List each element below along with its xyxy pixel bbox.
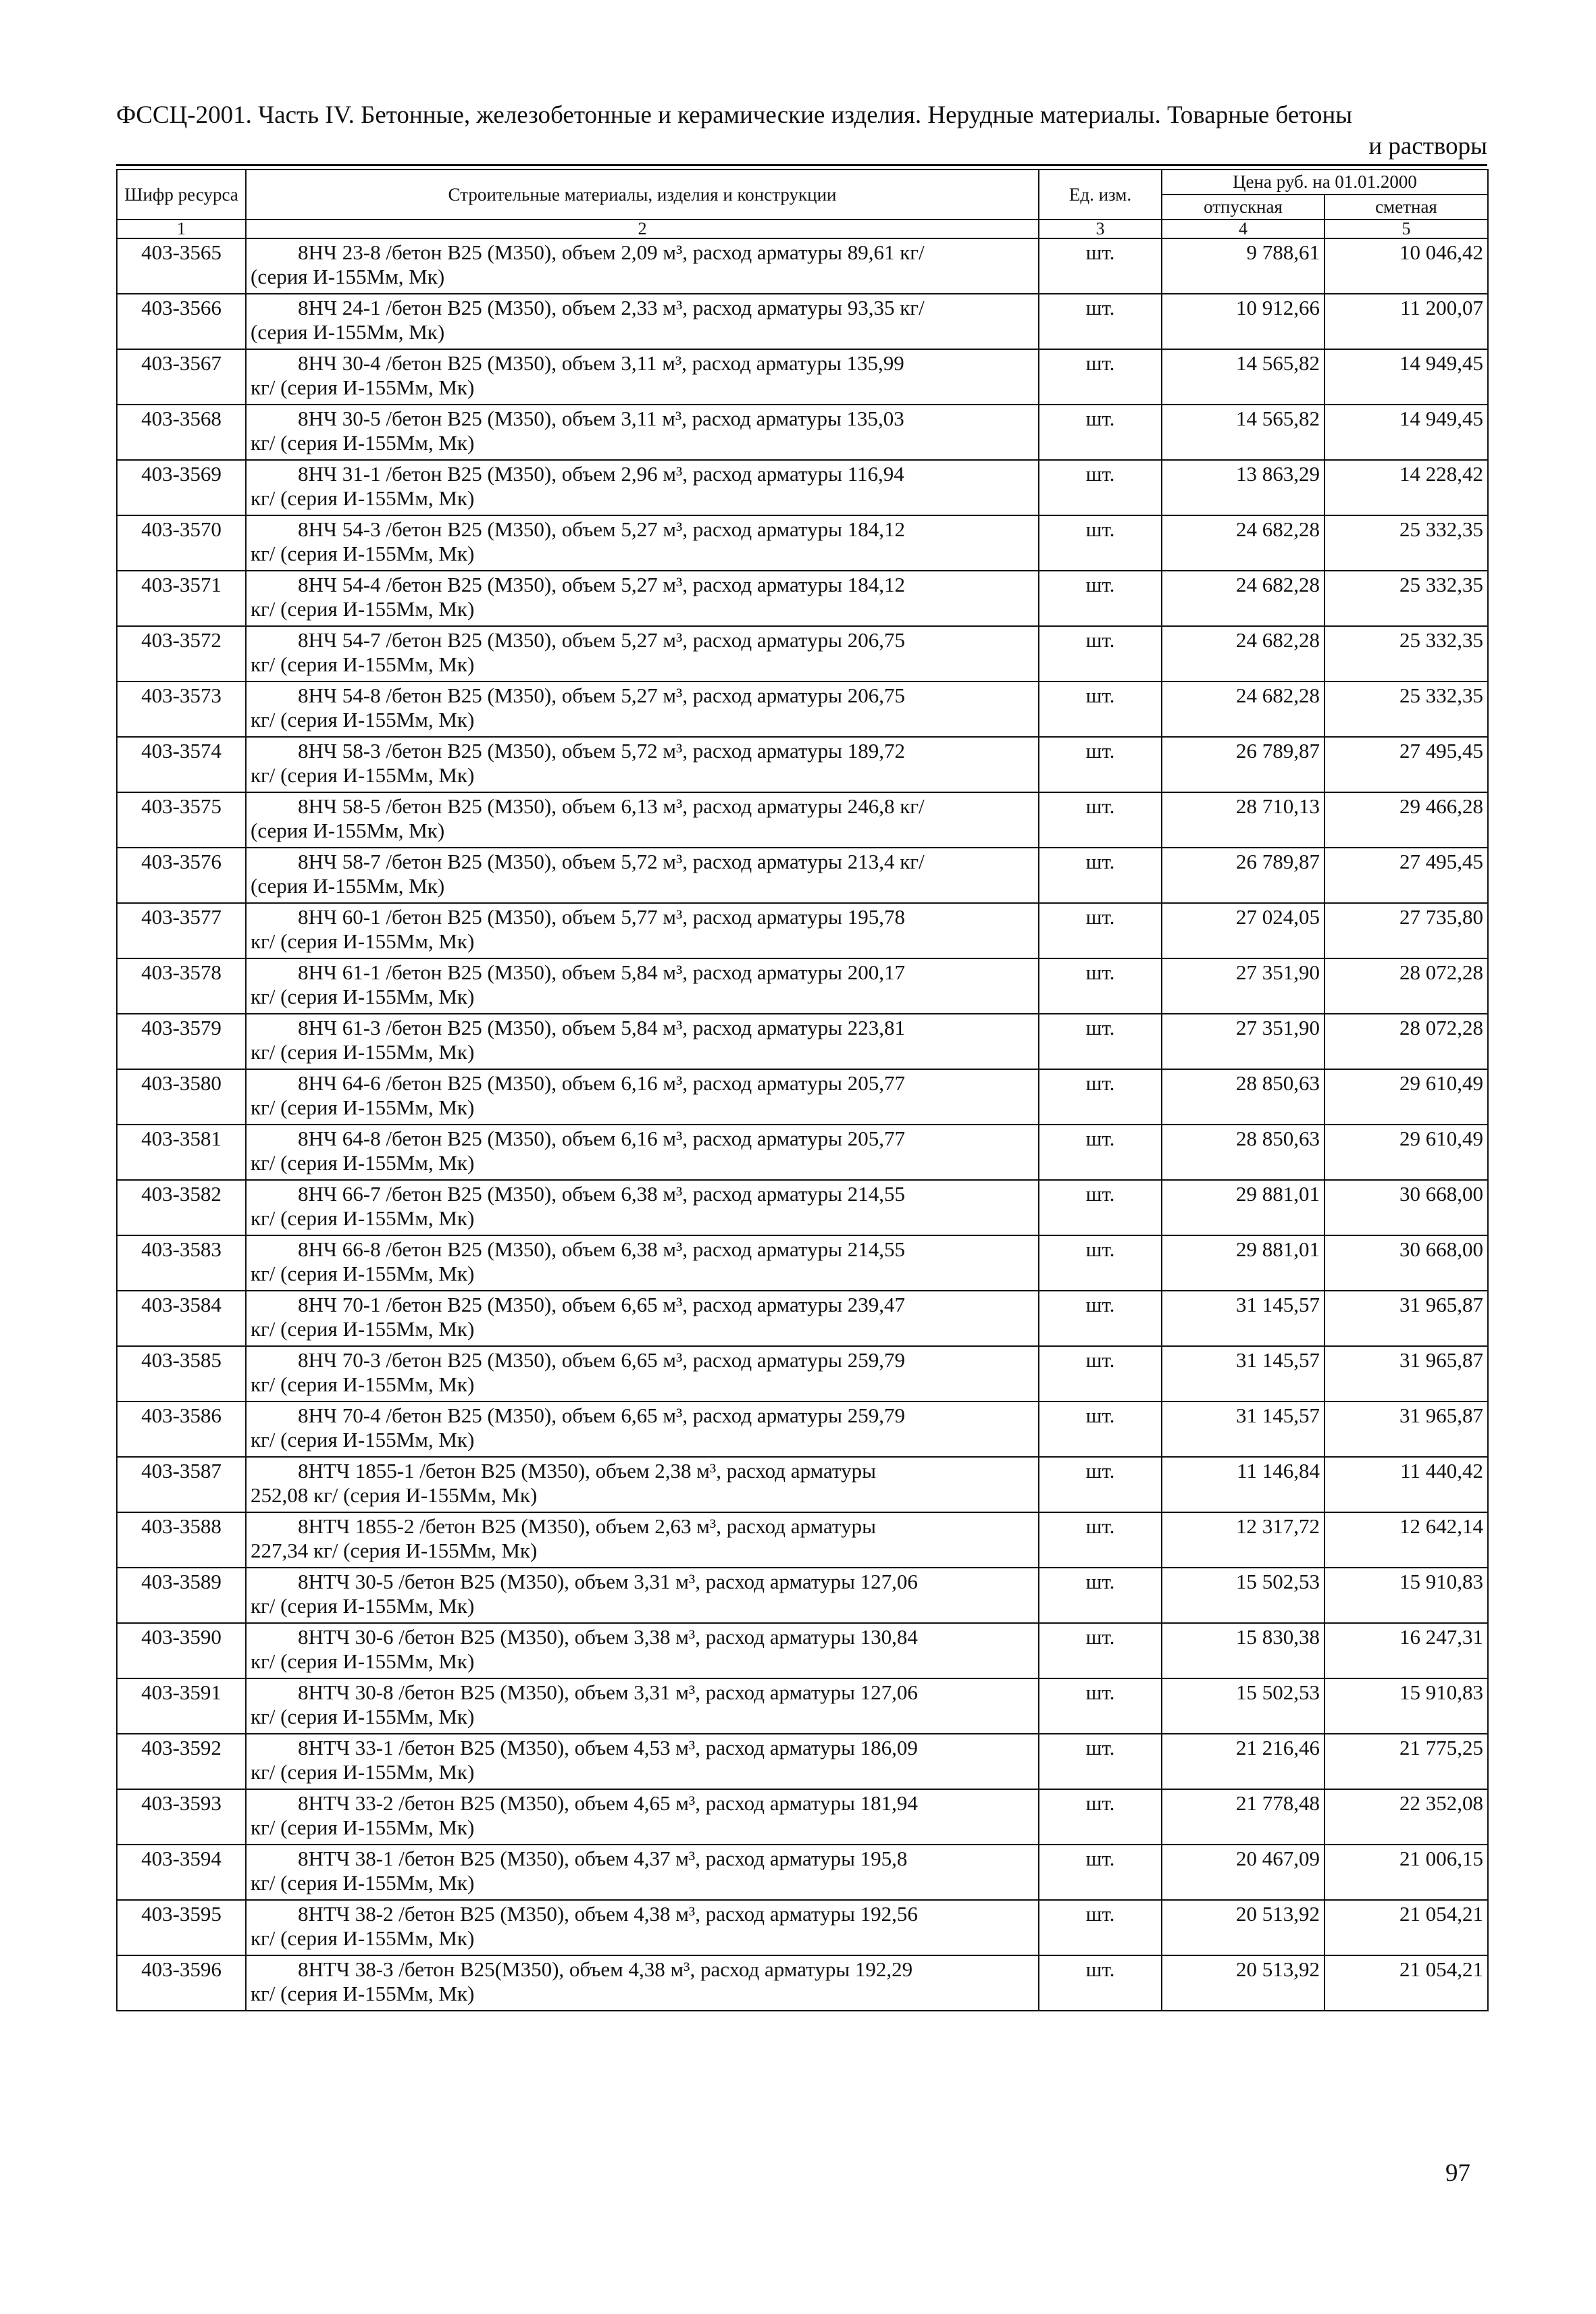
header-rule bbox=[116, 164, 1487, 166]
item-description-line: кг/ (серия И-155Мм, Мк) bbox=[251, 376, 475, 399]
estimate-price: 29 466,28 bbox=[1324, 792, 1488, 848]
estimate-price: 22 352,08 bbox=[1324, 1789, 1488, 1845]
item-description-line: 8НТЧ 30-6 /бетон В25 (М350), объем 3,38 м³, расход арматуры 130,84 bbox=[298, 1625, 918, 1649]
page-number: 97 bbox=[1445, 2159, 1470, 2187]
estimate-price: 21 054,21 bbox=[1324, 1900, 1488, 1955]
release-price: 9 788,61 bbox=[1162, 238, 1324, 294]
item-description-line: 8НЧ 70-4 /бетон В25 (М350), объем 6,65 м³, расход арматуры 259,79 bbox=[298, 1404, 905, 1427]
item-description-line: 8НЧ 60-1 /бетон В25 (М350), объем 5,77 м³, расход арматуры 195,78 bbox=[298, 905, 905, 929]
release-price: 27 351,90 bbox=[1162, 958, 1324, 1014]
item-description-line: 8НЧ 23-8 /бетон В25 (М350), объем 2,09 м³, расход арматуры 89,61 кг/ bbox=[298, 240, 925, 264]
item-description-line: 227,34 кг/ (серия И-155Мм, Мк) bbox=[251, 1539, 538, 1562]
table-row bbox=[117, 848, 1488, 903]
estimate-price: 27 495,45 bbox=[1324, 848, 1488, 903]
release-price: 20 513,92 bbox=[1162, 1900, 1324, 1955]
item-description-line: кг/ (серия И-155Мм, Мк) bbox=[251, 431, 475, 455]
release-price: 14 565,82 bbox=[1162, 405, 1324, 460]
item-description-line: 8НТЧ 38-1 /бетон В25 (М350), объем 4,37 м³, расход арматуры 195,8 bbox=[298, 1847, 908, 1870]
estimate-price: 14 228,42 bbox=[1324, 460, 1488, 515]
item-description bbox=[246, 1955, 1039, 2011]
table-row bbox=[117, 1125, 1488, 1180]
estimate-price: 14 949,45 bbox=[1324, 405, 1488, 460]
unit: шт. bbox=[1039, 1014, 1162, 1069]
unit: шт. bbox=[1039, 792, 1162, 848]
item-description-line: кг/ (серия И-155Мм, Мк) bbox=[251, 652, 475, 676]
resource-code: 403-3572 bbox=[117, 626, 246, 682]
item-description-line: 8НЧ 70-3 /бетон В25 (М350), объем 6,65 м³, расход арматуры 259,79 bbox=[298, 1348, 905, 1372]
table-row bbox=[117, 294, 1488, 349]
table-row bbox=[117, 1346, 1488, 1402]
item-description bbox=[246, 626, 1039, 682]
release-price: 31 145,57 bbox=[1162, 1291, 1324, 1346]
estimate-price: 29 610,49 bbox=[1324, 1125, 1488, 1180]
table-row bbox=[117, 737, 1488, 792]
table-row bbox=[117, 238, 1488, 294]
item-description bbox=[246, 737, 1039, 792]
release-price: 31 145,57 bbox=[1162, 1346, 1324, 1402]
unit: шт. bbox=[1039, 903, 1162, 958]
table-row bbox=[117, 682, 1488, 737]
item-description bbox=[246, 903, 1039, 958]
table-row bbox=[117, 1955, 1488, 2011]
item-description-line: 8НЧ 66-7 /бетон В25 (М350), объем 6,38 м³, расход арматуры 214,55 bbox=[298, 1182, 905, 1206]
item-description-line: кг/ (серия И-155Мм, Мк) bbox=[251, 929, 475, 953]
item-description-line: 8НЧ 30-5 /бетон В25 (М350), объем 3,11 м³, расход арматуры 135,03 bbox=[298, 407, 904, 430]
resource-code: 403-3591 bbox=[117, 1678, 246, 1734]
unit: шт. bbox=[1039, 626, 1162, 682]
release-price: 15 502,53 bbox=[1162, 1678, 1324, 1734]
estimate-price: 21 054,21 bbox=[1324, 1955, 1488, 2011]
unit: шт. bbox=[1039, 515, 1162, 571]
col-number-2: 2 bbox=[246, 220, 1039, 238]
item-description bbox=[246, 1900, 1039, 1955]
page-header bbox=[116, 100, 1487, 162]
unit: шт. bbox=[1039, 460, 1162, 515]
resource-code: 403-3581 bbox=[117, 1125, 246, 1180]
item-description-line: кг/ (серия И-155Мм, Мк) bbox=[251, 1040, 475, 1064]
release-price: 31 145,57 bbox=[1162, 1402, 1324, 1457]
estimate-price: 12 642,14 bbox=[1324, 1512, 1488, 1568]
resource-code: 403-3580 bbox=[117, 1069, 246, 1125]
estimate-price: 31 965,87 bbox=[1324, 1346, 1488, 1402]
unit: шт. bbox=[1039, 349, 1162, 405]
col-number-4: 4 bbox=[1162, 220, 1324, 238]
unit: шт. bbox=[1039, 1069, 1162, 1125]
item-description-line: 8НЧ 54-3 /бетон В25 (М350), объем 5,27 м³, расход арматуры 184,12 bbox=[298, 517, 905, 541]
estimate-price: 10 046,42 bbox=[1324, 238, 1488, 294]
item-description-line: кг/ (серия И-155Мм, Мк) bbox=[251, 763, 475, 787]
release-price: 26 789,87 bbox=[1162, 737, 1324, 792]
table-row bbox=[117, 792, 1488, 848]
resource-code: 403-3586 bbox=[117, 1402, 246, 1457]
estimate-price: 27 735,80 bbox=[1324, 903, 1488, 958]
item-description-line: кг/ (серия И-155Мм, Мк) bbox=[251, 597, 475, 621]
item-description bbox=[246, 294, 1039, 349]
estimate-price: 25 332,35 bbox=[1324, 571, 1488, 626]
estimate-price: 11 200,07 bbox=[1324, 294, 1488, 349]
unit: шт. bbox=[1039, 294, 1162, 349]
col-number-1: 1 bbox=[117, 220, 246, 238]
unit: шт. bbox=[1039, 1402, 1162, 1457]
estimate-price: 11 440,42 bbox=[1324, 1457, 1488, 1512]
item-description-line: кг/ (серия И-155Мм, Мк) bbox=[251, 1816, 475, 1839]
resource-code: 403-3585 bbox=[117, 1346, 246, 1402]
estimate-price: 16 247,31 bbox=[1324, 1623, 1488, 1678]
item-description-line: 8НТЧ 38-3 /бетон В25(М350), объем 4,38 м³, расход арматуры 192,29 bbox=[298, 1957, 913, 1981]
item-description-line: кг/ (серия И-155Мм, Мк) bbox=[251, 1649, 475, 1673]
item-description-line: кг/ (серия И-155Мм, Мк) bbox=[251, 1428, 475, 1451]
item-description-line: кг/ (серия И-155Мм, Мк) bbox=[251, 486, 475, 510]
unit: шт. bbox=[1039, 1678, 1162, 1734]
resource-code: 403-3583 bbox=[117, 1235, 246, 1291]
resource-code: 403-3576 bbox=[117, 848, 246, 903]
resource-code: 403-3577 bbox=[117, 903, 246, 958]
item-description bbox=[246, 405, 1039, 460]
release-price: 28 850,63 bbox=[1162, 1125, 1324, 1180]
table-row bbox=[117, 1014, 1488, 1069]
item-description-line: 8НЧ 64-6 /бетон В25 (М350), объем 6,16 м³, расход арматуры 205,77 bbox=[298, 1071, 905, 1095]
estimate-price: 25 332,35 bbox=[1324, 682, 1488, 737]
resource-code: 403-3587 bbox=[117, 1457, 246, 1512]
table-row bbox=[117, 903, 1488, 958]
unit: шт. bbox=[1039, 238, 1162, 294]
item-description-line: (серия И-155Мм, Мк) bbox=[251, 819, 445, 842]
release-price: 29 881,01 bbox=[1162, 1180, 1324, 1235]
unit: шт. bbox=[1039, 1623, 1162, 1678]
item-description-line: 8НЧ 58-3 /бетон В25 (М350), объем 5,72 м³, расход арматуры 189,72 bbox=[298, 739, 905, 763]
item-description bbox=[246, 792, 1039, 848]
unit: шт. bbox=[1039, 1900, 1162, 1955]
table-row bbox=[117, 1623, 1488, 1678]
resource-code: 403-3571 bbox=[117, 571, 246, 626]
table-row bbox=[117, 571, 1488, 626]
release-price: 29 881,01 bbox=[1162, 1235, 1324, 1291]
item-description-line: кг/ (серия И-155Мм, Мк) bbox=[251, 1262, 475, 1285]
table-row bbox=[117, 1235, 1488, 1291]
item-description bbox=[246, 349, 1039, 405]
table-row bbox=[117, 1568, 1488, 1623]
table-row bbox=[117, 1402, 1488, 1457]
item-description bbox=[246, 1845, 1039, 1900]
table-row bbox=[117, 349, 1488, 405]
item-description-line: 8НЧ 61-3 /бетон В25 (М350), объем 5,84 м³, расход арматуры 223,81 bbox=[298, 1016, 905, 1039]
item-description-line: 8НЧ 58-5 /бетон В25 (М350), объем 6,13 м³, расход арматуры 246,8 кг/ bbox=[298, 794, 925, 818]
estimate-price: 29 610,49 bbox=[1324, 1069, 1488, 1125]
item-description-line: 8НЧ 64-8 /бетон В25 (М350), объем 6,16 м³, расход арматуры 205,77 bbox=[298, 1127, 905, 1150]
item-description bbox=[246, 1734, 1039, 1789]
item-description-line: 8НТЧ 30-8 /бетон В25 (М350), объем 3,31 м³, расход арматуры 127,06 bbox=[298, 1680, 918, 1704]
estimate-price: 30 668,00 bbox=[1324, 1180, 1488, 1235]
item-description-line: 8НТЧ 33-1 /бетон В25 (М350), объем 4,53 м³, расход арматуры 186,09 bbox=[298, 1736, 918, 1759]
item-description-line: 8НЧ 70-1 /бетон В25 (М350), объем 6,65 м³, расход арматуры 239,47 bbox=[298, 1293, 905, 1316]
resource-code: 403-3584 bbox=[117, 1291, 246, 1346]
item-description-line: 8НЧ 24-1 /бетон В25 (М350), объем 2,33 м³, расход арматуры 93,35 кг/ bbox=[298, 296, 925, 319]
unit: шт. bbox=[1039, 405, 1162, 460]
unit: шт. bbox=[1039, 958, 1162, 1014]
resource-code: 403-3595 bbox=[117, 1900, 246, 1955]
item-description-line: кг/ (серия И-155Мм, Мк) bbox=[251, 1982, 475, 2005]
resource-code: 403-3593 bbox=[117, 1789, 246, 1845]
resource-code: 403-3592 bbox=[117, 1734, 246, 1789]
unit: шт. bbox=[1039, 1291, 1162, 1346]
release-price: 15 502,53 bbox=[1162, 1568, 1324, 1623]
table-row bbox=[117, 460, 1488, 515]
resource-code: 403-3589 bbox=[117, 1568, 246, 1623]
table-row bbox=[117, 405, 1488, 460]
item-description bbox=[246, 1789, 1039, 1845]
item-description bbox=[246, 460, 1039, 515]
release-price: 24 682,28 bbox=[1162, 682, 1324, 737]
unit: шт. bbox=[1039, 1512, 1162, 1568]
item-description-line: 8НТЧ 1855-2 /бетон В25 (М350), объем 2,63 м³, расход арматуры bbox=[298, 1514, 876, 1538]
estimate-price: 31 965,87 bbox=[1324, 1291, 1488, 1346]
estimate-price: 28 072,28 bbox=[1324, 958, 1488, 1014]
release-price: 13 863,29 bbox=[1162, 460, 1324, 515]
unit: шт. bbox=[1039, 1180, 1162, 1235]
unit: шт. bbox=[1039, 848, 1162, 903]
item-description-line: 8НЧ 61-1 /бетон В25 (М350), объем 5,84 м³, расход арматуры 200,17 bbox=[298, 960, 905, 984]
item-description-line: 8НЧ 54-4 /бетон В25 (М350), объем 5,27 м³, расход арматуры 184,12 bbox=[298, 573, 905, 596]
estimate-price: 25 332,35 bbox=[1324, 626, 1488, 682]
item-description-line: 8НТЧ 30-5 /бетон В25 (М350), объем 3,31 м³, расход арматуры 127,06 bbox=[298, 1570, 918, 1593]
item-description-line: 8НЧ 66-8 /бетон В25 (М350), объем 6,38 м³, расход арматуры 214,55 bbox=[298, 1237, 905, 1261]
resource-code: 403-3596 bbox=[117, 1955, 246, 2011]
item-description-line: (серия И-155Мм, Мк) bbox=[251, 320, 445, 344]
release-price: 12 317,72 bbox=[1162, 1512, 1324, 1568]
resource-code: 403-3573 bbox=[117, 682, 246, 737]
unit: шт. bbox=[1039, 571, 1162, 626]
item-description-line: 8НЧ 58-7 /бетон В25 (М350), объем 5,72 м³, расход арматуры 213,4 кг/ bbox=[298, 850, 925, 873]
item-description bbox=[246, 1678, 1039, 1734]
item-description-line: кг/ (серия И-155Мм, Мк) bbox=[251, 542, 475, 565]
release-price: 11 146,84 bbox=[1162, 1457, 1324, 1512]
estimate-price: 30 668,00 bbox=[1324, 1235, 1488, 1291]
resource-code: 403-3565 bbox=[117, 238, 246, 294]
item-description bbox=[246, 682, 1039, 737]
item-description bbox=[246, 1346, 1039, 1402]
item-description-line: кг/ (серия И-155Мм, Мк) bbox=[251, 1317, 475, 1341]
release-price: 28 850,63 bbox=[1162, 1069, 1324, 1125]
item-description-line: кг/ (серия И-155Мм, Мк) bbox=[251, 1760, 475, 1784]
release-price: 24 682,28 bbox=[1162, 515, 1324, 571]
unit: шт. bbox=[1039, 1568, 1162, 1623]
estimate-price: 15 910,83 bbox=[1324, 1568, 1488, 1623]
item-description-line: 8НТЧ 38-2 /бетон В25 (М350), объем 4,38 м³, расход арматуры 192,56 bbox=[298, 1902, 918, 1926]
item-description-line: 8НЧ 54-7 /бетон В25 (М350), объем 5,27 м³, расход арматуры 206,75 bbox=[298, 628, 905, 652]
item-description-line: кг/ (серия И-155Мм, Мк) bbox=[251, 1151, 475, 1175]
item-description-line: кг/ (серия И-155Мм, Мк) bbox=[251, 1594, 475, 1618]
item-description-line: (серия И-155Мм, Мк) bbox=[251, 265, 445, 288]
release-price: 20 467,09 bbox=[1162, 1845, 1324, 1900]
col-header-release-price: отпускная bbox=[1162, 195, 1324, 220]
release-price: 26 789,87 bbox=[1162, 848, 1324, 903]
item-description-line: 8НЧ 31-1 /бетон В25 (М350), объем 2,96 м³, расход арматуры 116,94 bbox=[298, 462, 904, 486]
item-description bbox=[246, 848, 1039, 903]
resource-code: 403-3566 bbox=[117, 294, 246, 349]
resource-code: 403-3579 bbox=[117, 1014, 246, 1069]
col-header-estimate-price: сметная bbox=[1324, 195, 1488, 220]
resource-code: 403-3578 bbox=[117, 958, 246, 1014]
item-description bbox=[246, 1291, 1039, 1346]
item-description bbox=[246, 1402, 1039, 1457]
estimate-price: 21 775,25 bbox=[1324, 1734, 1488, 1789]
resource-code: 403-3570 bbox=[117, 515, 246, 571]
resource-code: 403-3568 bbox=[117, 405, 246, 460]
item-description-line: 8НТЧ 33-2 /бетон В25 (М350), объем 4,65 м³, расход арматуры 181,94 bbox=[298, 1791, 918, 1815]
item-description-line: 252,08 кг/ (серия И-155Мм, Мк) bbox=[251, 1483, 538, 1507]
item-description-line: кг/ (серия И-155Мм, Мк) bbox=[251, 1206, 475, 1230]
col-number-3: 3 bbox=[1039, 220, 1162, 238]
item-description bbox=[246, 515, 1039, 571]
item-description-line: кг/ (серия И-155Мм, Мк) bbox=[251, 1705, 475, 1728]
table-row bbox=[117, 1789, 1488, 1845]
resource-code: 403-3567 bbox=[117, 349, 246, 405]
item-description-line: кг/ (серия И-155Мм, Мк) bbox=[251, 1096, 475, 1119]
unit: шт. bbox=[1039, 1845, 1162, 1900]
resource-code: 403-3575 bbox=[117, 792, 246, 848]
item-description bbox=[246, 238, 1039, 294]
item-description bbox=[246, 1623, 1039, 1678]
item-description-line: кг/ (серия И-155Мм, Мк) bbox=[251, 708, 475, 731]
col-number-5: 5 bbox=[1324, 220, 1488, 238]
resource-code: 403-3574 bbox=[117, 737, 246, 792]
item-description-line: 8НЧ 54-8 /бетон В25 (М350), объем 5,27 м³, расход арматуры 206,75 bbox=[298, 684, 905, 707]
resource-code: 403-3590 bbox=[117, 1623, 246, 1678]
release-price: 20 513,92 bbox=[1162, 1955, 1324, 2011]
item-description bbox=[246, 1180, 1039, 1235]
release-price: 21 778,48 bbox=[1162, 1789, 1324, 1845]
col-header-code: Шифр ресурса bbox=[117, 170, 246, 220]
item-description bbox=[246, 1568, 1039, 1623]
table-row bbox=[117, 1734, 1488, 1789]
item-description-line: кг/ (серия И-155Мм, Мк) bbox=[251, 1372, 475, 1396]
resource-code: 403-3594 bbox=[117, 1845, 246, 1900]
unit: шт. bbox=[1039, 1235, 1162, 1291]
release-price: 10 912,66 bbox=[1162, 294, 1324, 349]
estimate-price: 15 910,83 bbox=[1324, 1678, 1488, 1734]
price-table bbox=[116, 169, 1489, 2011]
resource-code: 403-3569 bbox=[117, 460, 246, 515]
unit: шт. bbox=[1039, 1346, 1162, 1402]
table-row bbox=[117, 1900, 1488, 1955]
table-row bbox=[117, 1512, 1488, 1568]
table-row bbox=[117, 626, 1488, 682]
estimate-price: 14 949,45 bbox=[1324, 349, 1488, 405]
item-description-line: кг/ (серия И-155Мм, Мк) bbox=[251, 985, 475, 1008]
table-row bbox=[117, 1678, 1488, 1734]
item-description bbox=[246, 958, 1039, 1014]
release-price: 21 216,46 bbox=[1162, 1734, 1324, 1789]
item-description-line: 8НТЧ 1855-1 /бетон В25 (М350), объем 2,38 м³, расход арматуры bbox=[298, 1459, 876, 1483]
estimate-price: 28 072,28 bbox=[1324, 1014, 1488, 1069]
unit: шт. bbox=[1039, 1734, 1162, 1789]
release-price: 27 351,90 bbox=[1162, 1014, 1324, 1069]
col-header-description: Строительные материалы, изделия и конструкции bbox=[246, 170, 1039, 220]
release-price: 24 682,28 bbox=[1162, 571, 1324, 626]
unit: шт. bbox=[1039, 1789, 1162, 1845]
item-description-line: кг/ (серия И-155Мм, Мк) bbox=[251, 1871, 475, 1895]
table-row bbox=[117, 1291, 1488, 1346]
release-price: 14 565,82 bbox=[1162, 349, 1324, 405]
table-row bbox=[117, 958, 1488, 1014]
unit: шт. bbox=[1039, 1457, 1162, 1512]
table-row bbox=[117, 1457, 1488, 1512]
table-row bbox=[117, 1069, 1488, 1125]
item-description bbox=[246, 1069, 1039, 1125]
resource-code: 403-3582 bbox=[117, 1180, 246, 1235]
item-description-line: 8НЧ 30-4 /бетон В25 (М350), объем 3,11 м³, расход арматуры 135,99 bbox=[298, 351, 904, 375]
estimate-price: 21 006,15 bbox=[1324, 1845, 1488, 1900]
estimate-price: 27 495,45 bbox=[1324, 737, 1488, 792]
unit: шт. bbox=[1039, 682, 1162, 737]
table-row bbox=[117, 1180, 1488, 1235]
item-description bbox=[246, 571, 1039, 626]
estimate-price: 25 332,35 bbox=[1324, 515, 1488, 571]
release-price: 27 024,05 bbox=[1162, 903, 1324, 958]
item-description-line: (серия И-155Мм, Мк) bbox=[251, 874, 445, 898]
header-title: ФССЦ-2001. Часть IV. Бетонные, железобетонные и керамические изделия. Нерудные материалы. Товарные бетоны bbox=[116, 101, 1353, 129]
unit: шт. bbox=[1039, 1125, 1162, 1180]
header-title-continuation: и растворы bbox=[1368, 132, 1487, 160]
unit: шт. bbox=[1039, 1955, 1162, 2011]
item-description bbox=[246, 1512, 1039, 1568]
col-header-unit: Ед. изм. bbox=[1039, 170, 1162, 220]
price-table-body bbox=[117, 238, 1488, 2011]
col-header-price-group: Цена руб. на 01.01.2000 bbox=[1162, 170, 1488, 195]
estimate-price: 31 965,87 bbox=[1324, 1402, 1488, 1457]
release-price: 28 710,13 bbox=[1162, 792, 1324, 848]
release-price: 15 830,38 bbox=[1162, 1623, 1324, 1678]
table-row bbox=[117, 1845, 1488, 1900]
item-description-line: кг/ (серия И-155Мм, Мк) bbox=[251, 1926, 475, 1950]
item-description bbox=[246, 1014, 1039, 1069]
item-description bbox=[246, 1125, 1039, 1180]
item-description bbox=[246, 1235, 1039, 1291]
item-description bbox=[246, 1457, 1039, 1512]
unit: шт. bbox=[1039, 737, 1162, 792]
resource-code: 403-3588 bbox=[117, 1512, 246, 1568]
table-row bbox=[117, 515, 1488, 571]
release-price: 24 682,28 bbox=[1162, 626, 1324, 682]
